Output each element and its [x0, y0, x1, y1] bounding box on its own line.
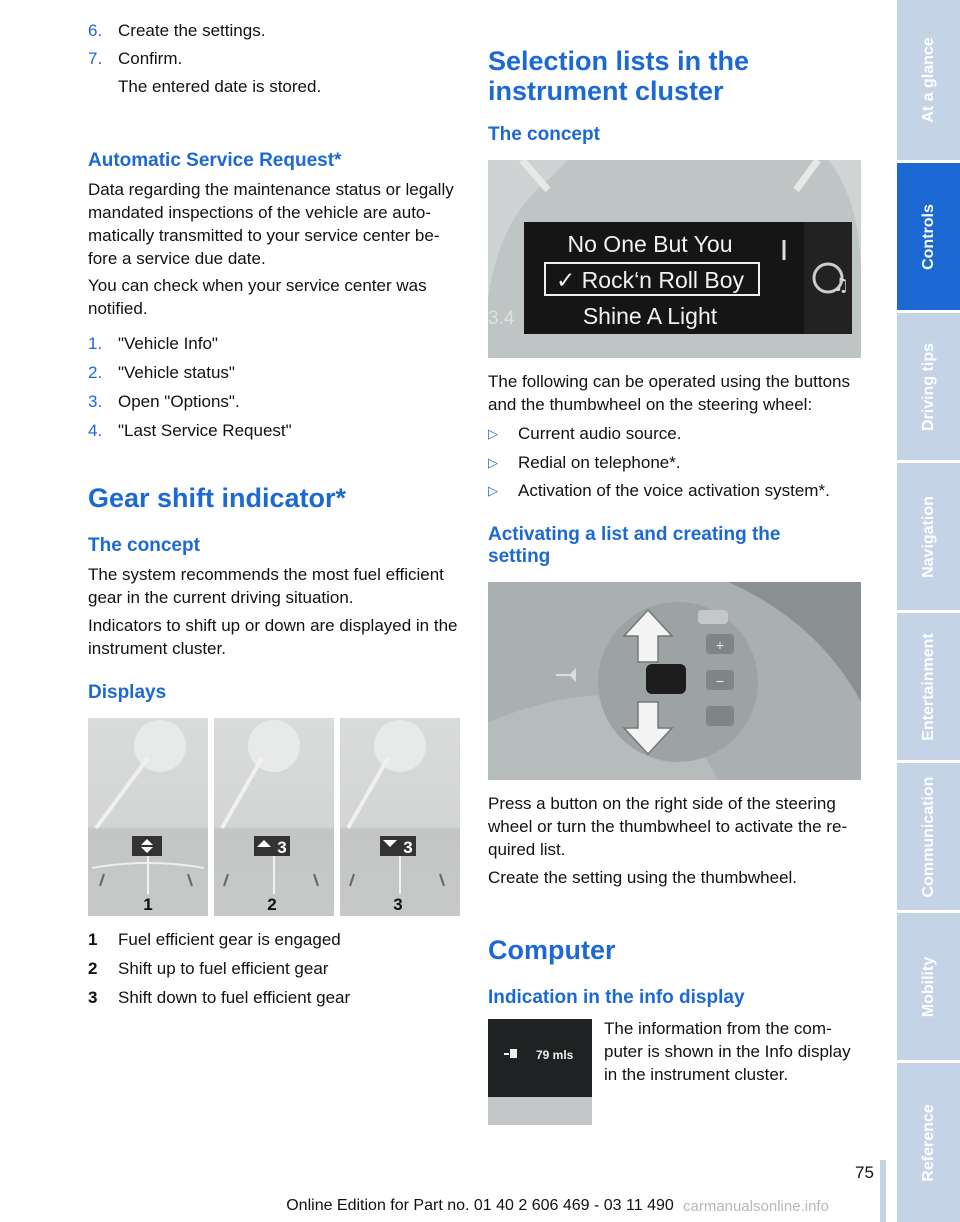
- displays-heading: Displays: [88, 682, 167, 703]
- cluster-list-item-1: No One But You: [567, 231, 733, 257]
- concept-paragraph-2: Indicators to shift up or down are displayed in the instrument cluster.: [88, 616, 458, 658]
- asr-heading: Automatic Service Request*: [88, 150, 342, 171]
- info-display-heading: Indication in the info display: [488, 987, 745, 1008]
- cluster-list-item-3: Shine A Light: [582, 303, 718, 329]
- bullet-triangle-icon: ▷: [488, 483, 498, 498]
- wheel-plus-label: +: [715, 637, 725, 653]
- asr-paragraph-2: You can check when your service center was notified.: [88, 276, 427, 318]
- tab-driving-tips[interactable]: Driving tips: [897, 313, 960, 460]
- thumbwheel: [646, 664, 686, 694]
- gear-displays-figure: [88, 718, 460, 916]
- watermark: carmanualsonline.info: [683, 1198, 829, 1215]
- steering-wheel-figure: [488, 582, 861, 780]
- steering-wheel-illustration: [488, 582, 861, 780]
- tab-at-a-glance[interactable]: At a glance: [897, 0, 960, 160]
- tab-mobility[interactable]: Mobility: [897, 913, 960, 1060]
- info-display-figure: [488, 1019, 592, 1125]
- gear-displays-illustration: [88, 718, 460, 916]
- display-label-1: 1: [143, 895, 153, 914]
- tab-navigation[interactable]: Navigation: [897, 463, 960, 610]
- right-concept-heading: The concept: [488, 124, 600, 145]
- computer-heading: Computer: [488, 935, 616, 965]
- create-paragraph: Create the setting using the thumbwheel.: [488, 868, 798, 887]
- instrument-cluster-illustration: [488, 160, 861, 358]
- concept-paragraph: The system recommends the most fuel efficient gear in the current driving situation.: [88, 565, 444, 607]
- concept-heading: The concept: [88, 535, 200, 556]
- instrument-cluster-figure: [488, 160, 861, 358]
- display-panel-1: [88, 718, 208, 916]
- tab-reference[interactable]: Reference: [897, 1063, 960, 1222]
- press-paragraph: Press a button on the right side of the steering wheel or turn the thumbwheel to activate the required list.: [488, 794, 848, 859]
- display-label-2: 2: [267, 895, 277, 914]
- display-panel-2: [214, 718, 334, 916]
- gear-shift-heading: Gear shift indicator*: [88, 483, 347, 513]
- svg-text:♫: ♫: [833, 275, 850, 296]
- indicator-2-text: 3: [277, 838, 287, 857]
- info-paragraph: The information from the computer is shown in the Info display in the instrument cluster.: [604, 1019, 851, 1084]
- tab-communication[interactable]: Communication: [897, 763, 960, 910]
- cluster-list-item-2: ✓ Rock‘n Roll Boy: [556, 267, 744, 293]
- display-panel-3: [340, 718, 460, 916]
- activating-heading: Activating a list and creating the setting: [488, 524, 781, 567]
- operate-paragraph: The following can be operated using the buttons and the thumbwheel on the steering wheel:: [488, 372, 850, 414]
- info-range-value: 79 mls: [536, 1048, 574, 1062]
- tab-entertainment[interactable]: Entertainment: [897, 613, 960, 760]
- info-display-illustration: [488, 1019, 592, 1125]
- cluster-side-number: 3.4: [488, 308, 515, 329]
- wheel-minus-label: −: [715, 673, 725, 689]
- indicator-3-text: 3: [403, 838, 413, 857]
- asr-paragraph: Data regarding the maintenance status or legally mandated inspections of the vehicle are automatically transmitted to your service center before a service due date.: [88, 180, 454, 268]
- bullet-triangle-icon: ▷: [488, 426, 498, 441]
- section-sidebar: [897, 0, 960, 1222]
- bullet-triangle-icon: ▷: [488, 455, 498, 470]
- page-number: 75: [855, 1163, 874, 1182]
- footer-edition: Online Edition for Part no. 01 40 2 606 469 - 03 11 490: [286, 1197, 674, 1214]
- tab-controls[interactable]: Controls: [897, 163, 960, 310]
- display-label-3: 3: [393, 895, 403, 914]
- selection-lists-heading: Selection lists in the instrument cluster: [488, 46, 750, 106]
